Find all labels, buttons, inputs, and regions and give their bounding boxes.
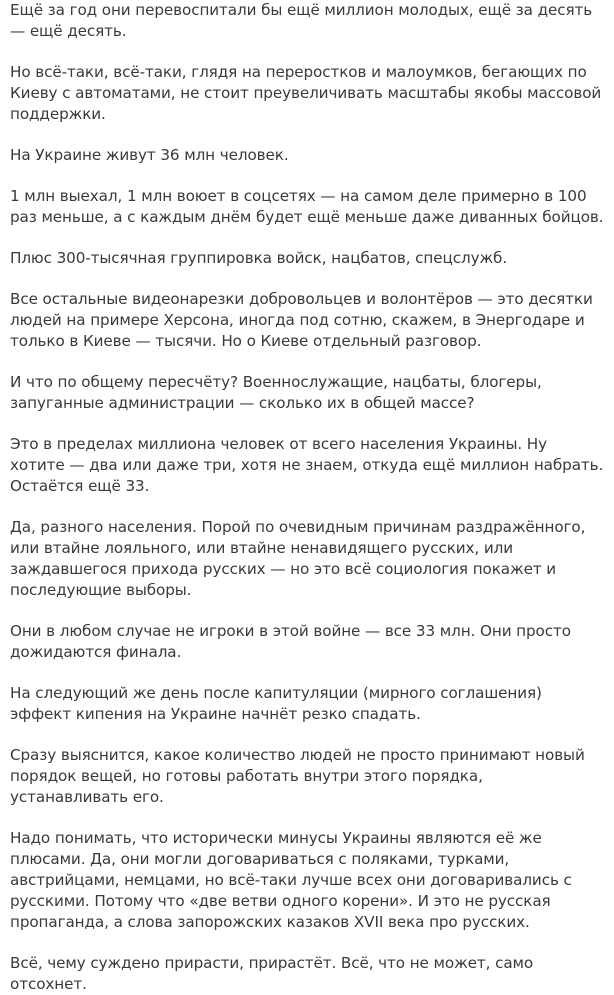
paragraph-12: Сразу выяснится, какое количество людей не просто принимают новый порядок вещей, но готовы работать внутри этого порядка, устанавливать его.	[10, 746, 585, 806]
paragraph-5: Плюс 300-тысячная группировка войск, нацбатов, спецслужб.	[10, 249, 508, 267]
paragraph-6: Все остальные видеонарезки добровольцев и волонтёров — это десятки людей на примере Херсона, иногда под сотню, скажем, в Энергодаре и только в Киеве — тысячи. Но о Киеве отдельный разговор.	[10, 290, 593, 350]
paragraph-7: И что по общему пересчёту? Военнослужащие, нацбаты, блогеры, запуганные администрации — сколько их в общей массе?	[10, 373, 542, 412]
paragraph-2: Но всё-таки, всё-таки, глядя на переростков и малоумков, бегающих по Киеву с автоматами, не стоит преувеличивать масштабы якобы массовой поддержки.	[10, 63, 602, 123]
paragraph-11: На следующий же день после капитуляции (мирного соглашения) эффект кипения на Украине начнёт резко спадать.	[10, 684, 542, 723]
paragraph-9: Да, разного населения. Порой по очевидным причинам раздражённого, или втайне лояльного, или втайне ненавидящего русских, или заждавшегося прихода русских — но это всё социология покажет и последующие выборы.	[10, 518, 586, 599]
paragraph-3: На Украине живут 36 млн человек.	[10, 146, 289, 164]
paragraph-13: Надо понимать, что исторически минусы Украины являются её же плюсами. Да, они могли договариваться с поляками, турками, австрийцами, немцами, но всё-таки лучше всех они договаривались с русскими. Потому что «две ветви одного корени». И это не русская пропаганда, а слова запорожских казаков XVII века про русских.	[10, 829, 572, 931]
paragraph-10: Они в любом случае не игроки в этой войне — все 33 млн. Они просто дожидаются финала.	[10, 622, 571, 661]
paragraph-14: Всё, чему суждено прирасти, прирастёт. Всё, что не может, само отсохнет.	[10, 954, 534, 993]
paragraph-8: Это в пределах миллиона человек от всего населения Украины. Ну хотите — два или даже три, хотя не знаем, откуда ещё миллион набрать. Остаётся ещё 33.	[10, 435, 604, 495]
paragraph-1: Ещё за год они перевоспитали бы ещё миллион молодых, ещё за десять — ещё десять.	[10, 1, 593, 40]
paragraph-4: 1 млн выехал, 1 млн воюет в соцсетях — на самом деле примерно в 100 раз меньше, а с каждым днём будет ещё меньше даже диванных бойцов.	[10, 187, 604, 226]
